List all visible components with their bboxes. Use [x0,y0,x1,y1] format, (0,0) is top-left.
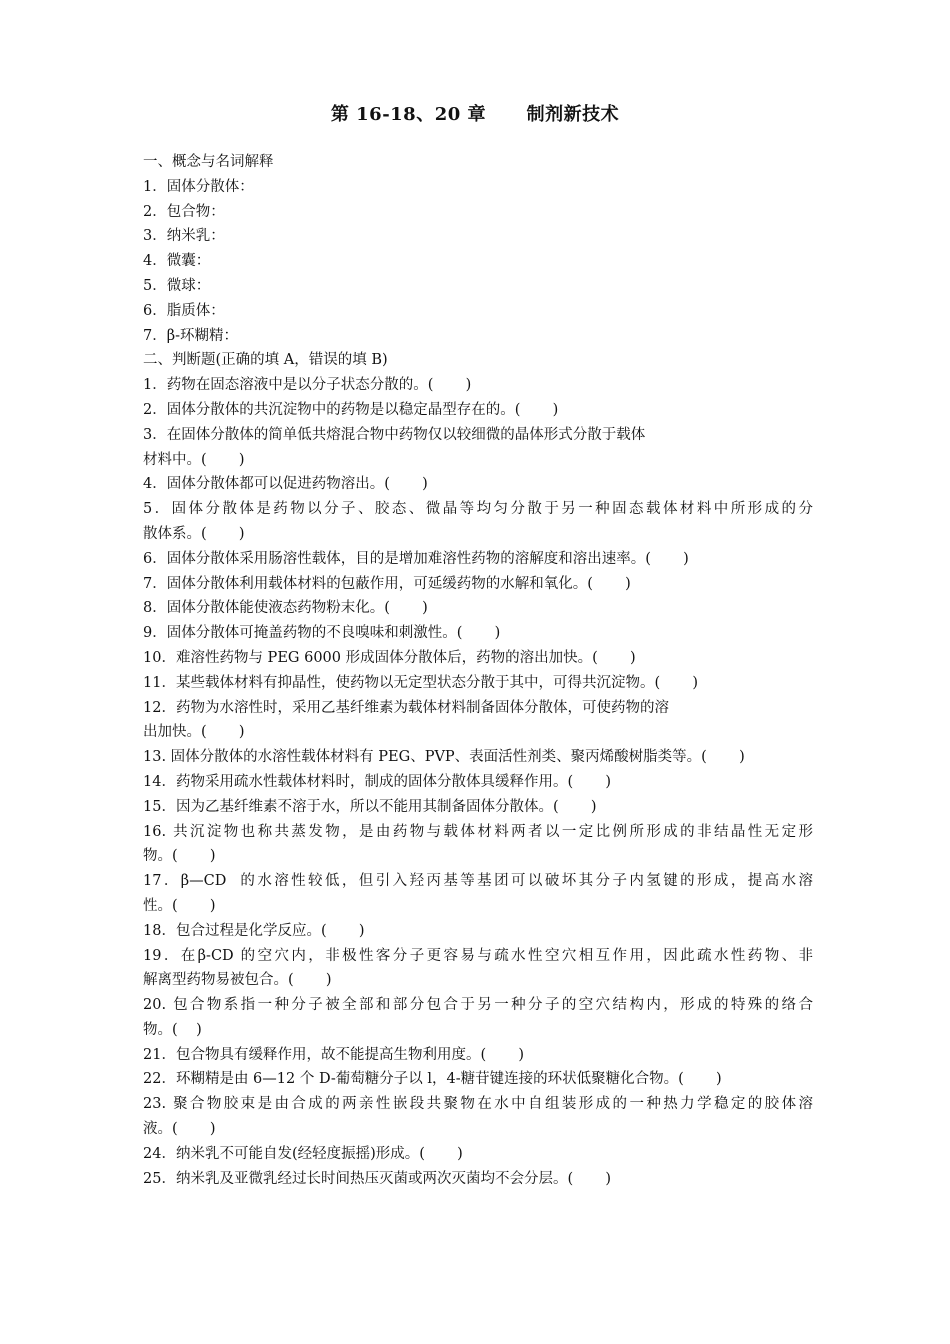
text-line: 23. 聚合物胶束是由合成的两亲性嵌段共聚物在水中自组装形成的一种热力学稳定的胶体溶 [143,1096,813,1113]
text-line: 12．药物为水溶性时，采用乙基纤维素为载体材料制备固体分散体，可使药物的溶 [143,699,669,716]
text-line: 1．药物在固态溶液中是以分子状态分散的。( ) [143,377,472,394]
text-line: 11．某些载体材料有抑晶性，使药物以无定型状态分散于其中，可得共沉淀物。( ) [143,674,699,691]
text-line: 2．固体分散体的共沉淀物中的药物是以稳定晶型存在的。( ) [143,401,559,418]
text-line: 一、概念与名词解释 [143,154,274,170]
text-line: 19．在β-CD 的空穴内，非极性客分子更容易与疏水性空穴相互作用，因此疏水性药物、非 [143,947,813,964]
text-line: 7．β-环糊精： [143,327,239,344]
text-line: 10．难溶性药物与 PEG 6000 形成固体分散体后，药物的溶出加快。( ) [143,649,636,666]
text-line: 2．包合物： [143,203,225,220]
text-line: 液。( ) [143,1121,216,1138]
text-line: 16. 共沉淀物也称共蒸发物，是由药物与载体材料两者以一定比例所形成的非结晶性无定形 [143,823,813,840]
document-body [143,150,813,1191]
text-line: 5．微球： [143,277,211,294]
text-line: 22．环糊精是由 6—12 个 D-葡萄糖分子以 l，4-糖苷键连接的环状低聚糖化合物。( ) [143,1071,722,1088]
text-line: 13. 固体分散体的水溶性载体材料有 PEG、PVP、表面活性剂类、聚丙烯酸树脂类等。( ) [143,749,745,766]
text-line: 解离型药物易被包合。( ) [143,972,332,989]
text-line: 二、判断题(正确的填 A，错误的填 B) [143,352,388,369]
text-line: 物。( ) [143,1021,202,1038]
text-line: 3．纳米乳： [143,228,225,245]
text-line: 20. 包合物系指一种分子被全部和部分包合于另一种分子的空穴结构内，形成的特殊的络合 [143,997,813,1014]
text-line: 8．固体分散体能使液态药物粉末化。( ) [143,600,428,617]
text-line: 14．药物采用疏水性载体材料时，制成的固体分散体具缓释作用。( ) [143,773,612,790]
text-line: 18．包合过程是化学反应。( ) [143,922,365,939]
text-line: 散体系。( ) [143,525,245,542]
text-line: 3．在固体分散体的简单低共熔混合物中药物仅以较细微的晶体形式分散于载体 [143,426,646,443]
page-title: 第 16-18、20 章 制剂新技术 [330,104,620,125]
text-line: 4．微囊： [143,253,211,270]
text-line: 9．固体分散体可掩盖药物的不良嗅味和刺激性。( ) [143,625,501,642]
text-line: 25．纳米乳及亚微乳经过长时间热压灭菌或两次灭菌均不会分层。( ) [143,1170,612,1187]
text-line: 5．固体分散体是药物以分子、胶态、微晶等均匀分散于另一种固态载体材料中所形成的分 [143,501,813,518]
text-line: 7．固体分散体利用载体材料的包蔽作用，可延缓药物的水解和氧化。( ) [143,575,631,592]
text-line: 15．因为乙基纤维素不溶于水，所以不能用其制备固体分散体。( ) [143,798,597,815]
text-line: 24．纳米乳不可能自发(经轻度振摇)形成。( ) [143,1145,463,1162]
text-line: 6．脂质体： [143,302,225,319]
text-line: 17．β—CD 的水溶性较低，但引入羟丙基等基团可以破坏其分子内氢键的形成，提高水溶 [143,873,813,890]
text-line: 6．固体分散体采用肠溶性载体，目的是增加难溶性药物的溶解度和溶出速率。( ) [143,550,689,567]
text-line: 材料中。( ) [143,451,245,468]
text-line: 1．固体分散体： [143,178,254,195]
text-line: 物。( ) [143,848,216,865]
text-line: 4．固体分散体都可以促进药物溶出。( ) [143,476,428,493]
text-line: 21．包合物具有缓释作用，故不能提高生物利用度。( ) [143,1046,525,1063]
text-line: 出加快。( ) [143,724,245,741]
text-line: 性。( ) [143,897,216,914]
